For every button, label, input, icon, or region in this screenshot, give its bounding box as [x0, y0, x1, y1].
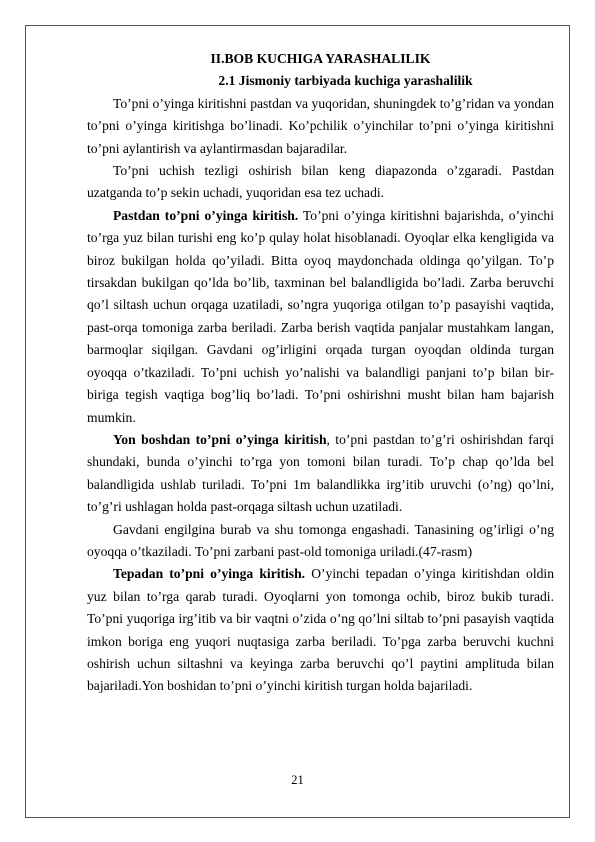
paragraph-lead: Pastdan to’pni o’yinga kiritish.	[113, 207, 299, 223]
page-number: 21	[291, 773, 304, 787]
paragraph-5	[87, 519, 554, 564]
paragraph-1	[87, 93, 554, 160]
paragraph-4	[87, 429, 554, 519]
paragraph-lead: Tepadan to’pni o’yinga kiritish.	[113, 566, 306, 582]
paragraph-text: To’pni o’yinga kiritishni pastdan va yuqoridan, shuningdek to’g’ridan va yondan to’pni o’yinga kiritishga bo’linadi. Ko’pchilik o’yinchilar to’pni o’yinga kiritishni to’pni aylantirish va aylantirmasdan bajaradilar.	[87, 95, 554, 156]
paragraph-6	[87, 563, 554, 697]
paragraph-text: O’yinchi tepadan o’yinga kiritishdan oldin yuz bilan to’rga qarab turadi. Oyoqlarni yon tomonga ochib, biroz bukib turadi. To’pni yuqoriga irg’itib va bir vaqtni o’zida o’ng qo’lni siltab to’pni pasayish vaqtida imkon boriga eng yuqori nuqtasiga zarba beriladi. To’pga zarba beruvchi kuchni oshirish uchun siltashni va keyinga zarba beruvchi qo’l paytini amplituda bilan bajariladi.Yon boshidan to’pni o’yinchi kiritish turgan holda bajariladi.	[87, 566, 554, 694]
paragraph-2	[87, 160, 554, 205]
paragraph-text: , to’pni pastdan to’g’ri oshirishdan farqi shundaki, bunda o’yinchi to’rga yon tomoni bilan turadi. To’p chap qo’lda bel balandligida ushlab turiladi. To’pni 1m balandlikka irg’itib uruvchi (o’ng) qo’lni, to’g’ri ushlagan holda past-orqaga siltash uchun uzatiladi.	[87, 431, 554, 515]
chapter-title: II.BOB KUCHIGA YARASHALILIK	[210, 51, 431, 66]
paragraph-text: To’pni uchish tezligi oshirish bilan keng diapazonda o’zgaradi. Pastdan uzatganda to’p sekin uchadi, yuqoridan esa tez uchadi.	[87, 163, 554, 201]
document-body	[87, 48, 554, 698]
section-title: 2.1 Jismoniy tarbiyada kuchiga yarashalilik	[218, 73, 473, 89]
paragraph-lead: Yon boshdan to’pni o’yinga kiritish	[113, 431, 327, 447]
paragraph-text: To’pni o’yinga kiritishni bajarishda, o’yinchi to’rga yuz bilan turishi eng ko’p qulay holat hisoblanadi. Oyoqlar elka kengligida va biroz bukilgan holda qo’yiladi. Bitta oyoq maydonchada oldinga qo’yilgan. To’p tirsakdan bukilgan qo’lda bo’lib, taxminan bel balandligida bo’ladi. Zarba beruvchi qo’l siltash uchun orqaga uzatiladi, so’ngra yuqoriga otilgan to’p pasayishi vaqtida, past-orqa tomoniga zarba beriladi. Zarba berish vaqtida panjalar mustahkam langan, barmoqlar siqilgan. Gavdani og’irligini orqada turgan oyoqdan oldinda turgan oyoqqa o’tkaziladi. To’pni uchish yo’nalishi va balandligi panjani to’p bilan bir-biriga tegish vaqtiga bog’liq bo’ladi. To’pni oshirishni musht bilan ham bajarish mumkin.	[87, 207, 554, 425]
paragraph-3	[87, 205, 554, 429]
paragraph-text: Gavdani engilgina burab va shu tomonga engashadi. Tanasining og’irligi o’ng oyoqqa o’tkaziladi. To’pni zarbani past-old tomoniga uriladi.(47-rasm)	[87, 521, 554, 559]
